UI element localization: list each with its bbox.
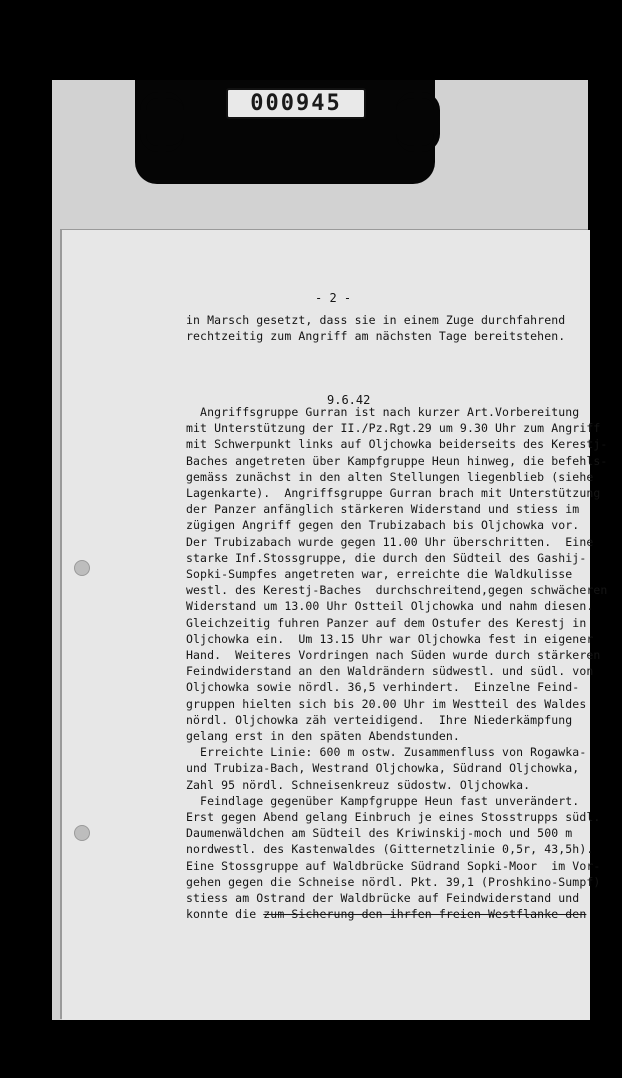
body-line: Feindwiderstand an den Waldrändern südwestl. und südl. von — [186, 664, 594, 679]
intro-line-2: rechtzeitig zum Angriff am nächsten Tage bereitstehen. — [186, 329, 566, 343]
body-line: Oljchowka ein. Um 13.15 Uhr war Oljchowka fest in eigener — [186, 631, 594, 646]
body-line: stiess am Ostrand der Waldbrücke auf Feindwiderstand und — [186, 891, 580, 905]
body-line: Hand. Weiteres Vordringen nach Süden wurde durch stärkeren — [186, 648, 601, 662]
struck-through-text: zum Sicherung den ihrfen freien Westflanke den — [263, 907, 587, 922]
entry-date: 9.6.42 — [327, 393, 371, 407]
body-line: Eine Stossgruppe auf Waldbrücke Südrand Sopki-Moor im Vor- — [186, 858, 601, 873]
body-line: nördl. Oljchowka zäh verteidigend. Ihre Niederkämpfung — [186, 712, 573, 727]
body-line: starke Inf.Stossgruppe, die durch den Südteil des Gashij- — [186, 550, 587, 565]
archive-frame-counter: 000945 — [226, 88, 366, 119]
body-line: Sopki-Sumpfes angetreten war, erreichte die Waldkulisse — [186, 567, 573, 581]
binder-clip-left — [140, 92, 184, 152]
body-line: Angriffsgruppe Gurran ist nach kurzer Art.Vorbereitung — [186, 405, 580, 419]
body-line: gehen gegen die Schneise nördl. Pkt. 39,1 (Proshkino-Sumpf) — [186, 874, 601, 889]
body-line: gruppen hielten sich bis 20.00 Uhr im Westteil des Waldes — [186, 696, 587, 711]
punch-hole-top — [74, 560, 90, 576]
body-line: der Panzer anfänglich stärkeren Widerstand und stiess im — [186, 502, 580, 517]
body-line: Zahl 95 nördl. Schneisenkreuz südostw. Oljchowka. — [186, 777, 531, 792]
body-line: Erst gegen Abend gelang Einbruch je eines Stosstrupps südl. — [186, 810, 601, 824]
intro-line-1: in Marsch gesetzt, dass sie in einem Zuge durchfahrend — [186, 313, 566, 327]
body-line: Baches angetreten über Kampfgruppe Heun hinweg, die befehls- — [186, 453, 608, 468]
body-line: nordwestl. des Kastenwaldes (Gitternetzlinie 0,5r, 43,5h). — [186, 842, 594, 857]
punch-hole-bottom — [74, 825, 90, 841]
body-line: mit Schwerpunkt links auf Oljchowka beiderseits des Kerestj- — [186, 437, 608, 452]
body-line: zügigen Angriff gegen den Trubizabach bis Oljchowka vor. — [186, 518, 580, 533]
body-line: gelang erst in den späten Abendstunden. — [186, 729, 460, 743]
binder-clip-right — [396, 92, 440, 152]
body-line: Erreichte Linie: 600 m ostw. Zusammenfluss von Rogawka- — [186, 745, 587, 760]
page-number: - 2 - — [315, 291, 352, 305]
body-line: Lagenkarte). Angriffsgruppe Gurran brach mit Unterstützung — [186, 486, 601, 500]
body-line: Gleichzeitig fuhren Panzer auf dem Ostufer des Kerestj in — [186, 615, 587, 630]
body-line: konnte die zum Sicherung den ihrfen freien Westflanke den — [186, 907, 587, 922]
body-line: gemäss zunächst in den alten Stellungen liegenblieb (siehe — [186, 469, 594, 484]
body-line: westl. des Kerestj-Baches durchschreitend,gegen schwächeren — [186, 583, 608, 598]
body-line: Feindlage gegenüber Kampfgruppe Heun fast unverändert. — [186, 793, 580, 808]
body-line: Daumenwäldchen am Südteil des Kriwinskij-moch und 500 m — [186, 826, 573, 841]
body-line: Oljchowka sowie nördl. 36,5 verhindert. Einzelne Feind- — [186, 680, 580, 695]
body-line: Widerstand um 13.00 Uhr Ostteil Oljchowka und nahm diesen. — [186, 599, 594, 614]
body-line: mit Unterstützung der II./Pz.Rgt.29 um 9.30 Uhr zum Angriff — [186, 421, 601, 436]
body-line: und Trubiza-Bach, Westrand Oljchowka, Südrand Oljchowka, — [186, 761, 580, 776]
body-line: Der Trubizabach wurde gegen 11.00 Uhr überschritten. Eine — [186, 534, 594, 549]
